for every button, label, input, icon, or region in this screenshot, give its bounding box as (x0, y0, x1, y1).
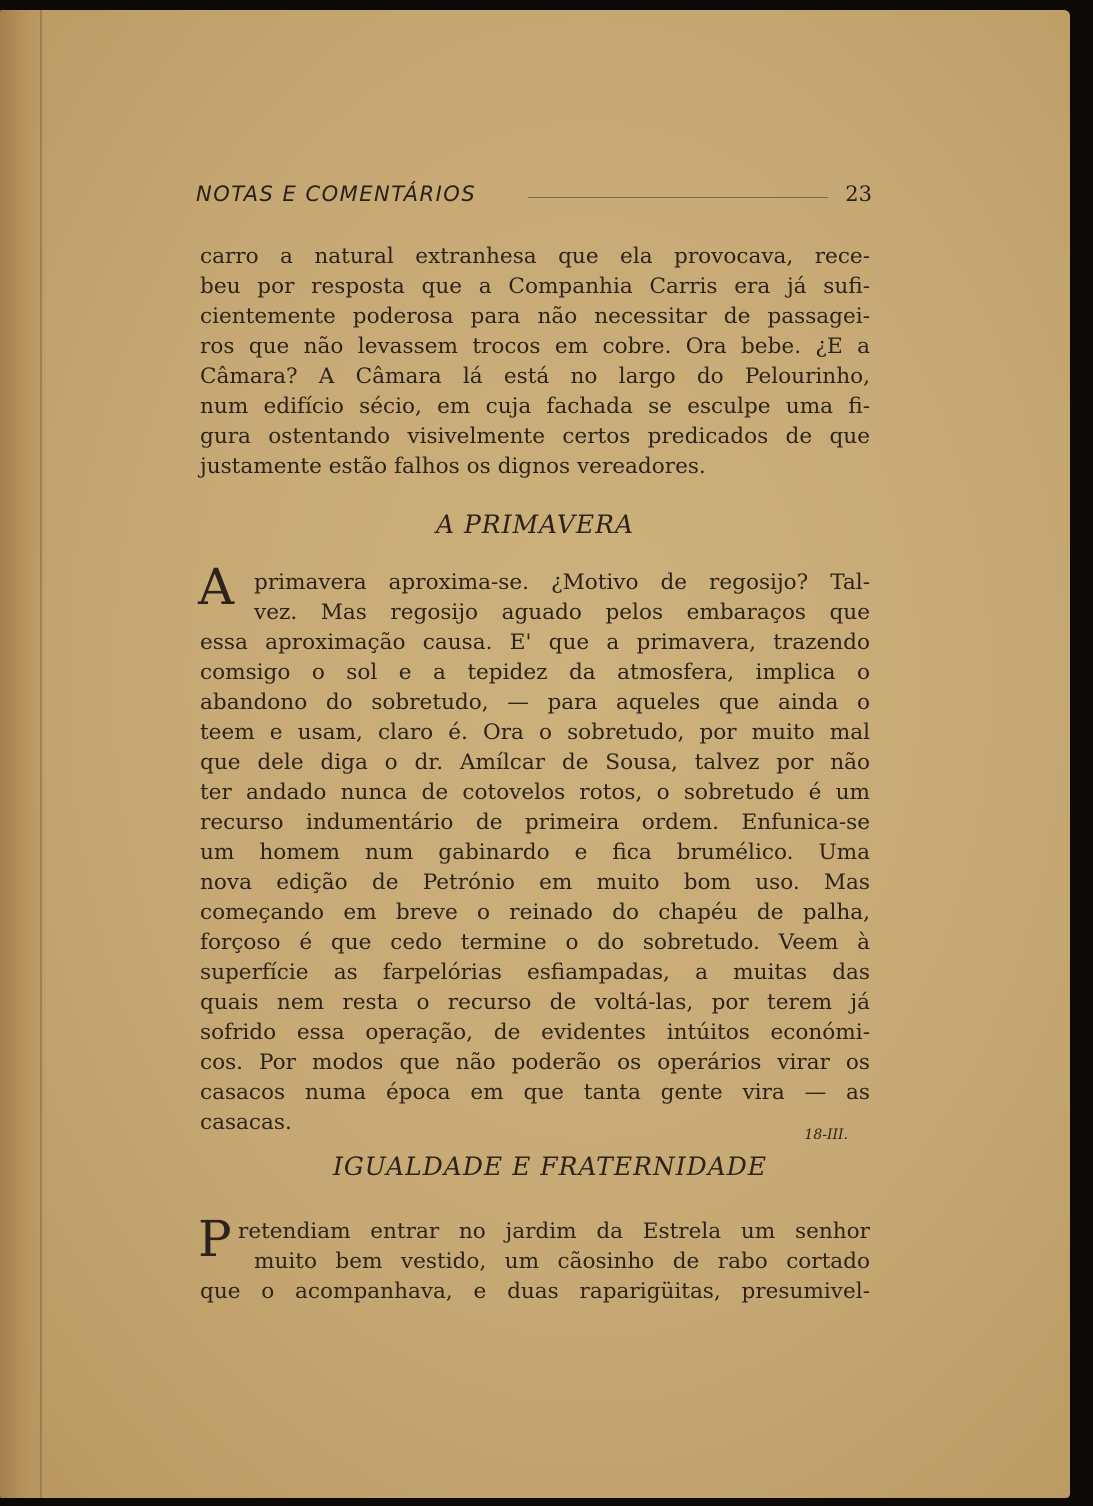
drop-cap: A (198, 558, 235, 616)
book-page (0, 10, 1070, 1498)
text-line: vez. Mas regosijo aguado pelos embaraços que (254, 600, 870, 625)
text-line: muito bem vestido, um cãosinho de rabo cortado (254, 1249, 870, 1274)
paragraph-igualdade (200, 1217, 870, 1307)
text-line: sofrido essa operação, de evidentes intúitos económi- (200, 1020, 870, 1045)
text-line: comsigo o sol e a tepidez da atmosfera, implica o (200, 660, 870, 685)
dateline: 18-III. (804, 1127, 848, 1143)
text-line: forçoso é que cedo termine o do sobretudo. Veem à (200, 930, 870, 955)
running-head-rule (528, 197, 828, 198)
page-number: 23 (845, 182, 872, 206)
running-head (196, 182, 872, 216)
section-heading-primavera: A PRIMAVERA (435, 510, 635, 539)
text-line: gura ostentando visivelmente certos predicados de que (200, 424, 870, 449)
text-line: casacos numa época em que tanta gente vira — as (200, 1080, 870, 1105)
paragraph-continuation (200, 242, 870, 482)
text-line: teem e usam, claro é. Ora o sobretudo, por muito mal (200, 720, 870, 745)
paragraph-primavera (200, 568, 870, 1138)
text-line: Câmara? A Câmara lá está no largo do Pelourinho, (200, 364, 870, 389)
text-line: cos. Por modos que não poderão os operários virar os (200, 1050, 870, 1075)
text-line: essa aproximação causa. E' que a primavera, trazendo (200, 630, 870, 655)
running-head-title: NOTAS E COMENTÁRIOS (196, 182, 477, 206)
text-line: quais nem resta o recurso de voltá-las, por terem já (200, 990, 870, 1015)
text-line: casacas. (200, 1110, 292, 1135)
text-line: um homem num gabinardo e fica brumélico. Uma (200, 840, 870, 865)
text-line: que o acompanhava, e duas raparigüitas, presumivel- (200, 1279, 870, 1304)
text-line: começando em breve o reinado do chapéu de palha, (200, 900, 870, 925)
text-line: beu por resposta que a Companhia Carris era já sufi- (200, 274, 870, 299)
text-line: carro a natural extranhesa que ela provocava, rece- (200, 244, 870, 269)
text-line: primavera aproxima-se. ¿Motivo de regosijo? Tal- (254, 570, 870, 595)
text-line: recurso indumentário de primeira ordem. Enfunica-se (200, 810, 870, 835)
text-line: num edifício sécio, em cuja fachada se esculpe uma fi- (200, 394, 870, 419)
text-line: cientemente poderosa para não necessitar de passagei- (200, 304, 870, 329)
text-line: ter andado nunca de cotovelos rotos, o sobretudo é um (200, 780, 870, 805)
text-line: que dele diga o dr. Amílcar de Sousa, talvez por não (200, 750, 870, 775)
text-line: ros que não levassem trocos em cobre. Ora bebe. ¿E a (200, 334, 870, 359)
text-line: superfície as farpelórias esfiampadas, a muitas das (200, 960, 870, 985)
text-line: nova edição de Petrónio em muito bom uso. Mas (200, 870, 870, 895)
text-line: abandono do sobretudo, — para aqueles que ainda o (200, 690, 870, 715)
drop-cap: P (198, 1210, 232, 1268)
text-line: justamente estão falhos os dignos vereadores. (200, 454, 706, 479)
text-line: retendiam entrar no jardim da Estrela um senhor (238, 1219, 870, 1244)
section-heading-igualdade: IGUALDADE E FRATERNIDADE (332, 1152, 768, 1181)
